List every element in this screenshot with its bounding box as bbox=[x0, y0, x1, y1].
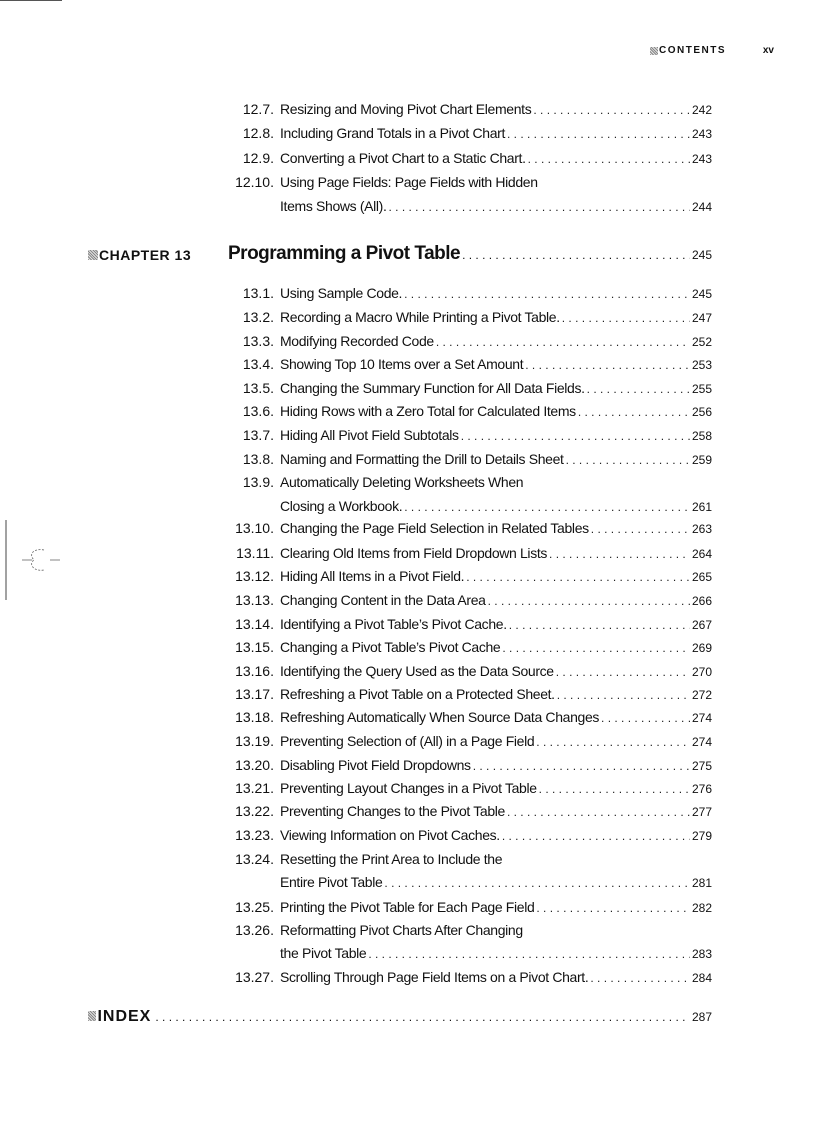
dot-leader bbox=[462, 248, 690, 262]
entry-number: 13.12. bbox=[235, 568, 274, 584]
entry-title: Converting a Pivot Chart to a Static Chart. bbox=[280, 150, 526, 166]
entry-page: 267 bbox=[691, 618, 712, 632]
entry-title: Including Grand Totals in a Pivot Chart bbox=[280, 125, 505, 141]
entry-title: Refreshing Automatically When Source Data Changes bbox=[280, 709, 600, 725]
entry-page: 244 bbox=[691, 200, 712, 214]
entry-title: Hiding Rows with a Zero Total for Calculated Items bbox=[280, 403, 576, 419]
entry-page: 242 bbox=[691, 103, 712, 117]
entry-line bbox=[280, 872, 712, 893]
entry-line bbox=[280, 378, 712, 399]
toc-entry-continuation[interactable] bbox=[229, 196, 712, 216]
entry-line bbox=[280, 707, 712, 728]
dot-leader bbox=[536, 898, 690, 918]
entry-number: 12.7. bbox=[242, 101, 274, 117]
dot-leader bbox=[404, 284, 690, 304]
entry-title: Preventing Changes to the Pivot Table bbox=[280, 803, 505, 819]
dot-leader bbox=[591, 519, 690, 539]
entry-number: 13.13. bbox=[235, 592, 274, 608]
dot-leader bbox=[502, 638, 690, 658]
entry-number: 13.3. bbox=[242, 333, 274, 349]
dot-leader bbox=[507, 802, 690, 822]
entry-line bbox=[280, 731, 712, 752]
entry-line bbox=[280, 496, 712, 517]
dot-leader bbox=[566, 450, 690, 470]
entry-number: 13.7. bbox=[242, 427, 274, 443]
dot-leader bbox=[436, 332, 690, 352]
dot-leader bbox=[536, 732, 690, 752]
entry-page: 270 bbox=[691, 665, 712, 679]
entry-number: 13.11. bbox=[236, 545, 274, 561]
entry-number: 13.24. bbox=[235, 851, 274, 867]
toc-entry[interactable] bbox=[229, 543, 712, 563]
chapter-marker-icon bbox=[88, 250, 98, 260]
entry-number: 13.23. bbox=[235, 827, 274, 843]
dot-leader bbox=[562, 308, 690, 328]
dot-leader bbox=[509, 615, 690, 635]
entry-title: Changing the Summary Function for All Data Fields. bbox=[280, 380, 585, 396]
entry-line bbox=[280, 801, 712, 822]
entry-page: 259 bbox=[691, 453, 712, 467]
dot-leader bbox=[590, 968, 690, 988]
toc-entry[interactable] bbox=[229, 661, 712, 681]
toc-entry[interactable] bbox=[229, 307, 712, 327]
entry-line bbox=[280, 967, 712, 988]
entry-page: 272 bbox=[691, 688, 712, 702]
dot-leader bbox=[557, 685, 690, 705]
toc-entry[interactable] bbox=[229, 472, 712, 492]
dot-leader bbox=[549, 544, 690, 564]
chapter-title-line bbox=[228, 243, 712, 265]
entry-page: 281 bbox=[691, 876, 712, 890]
entry-title: Viewing Information on Pivot Caches. bbox=[280, 827, 500, 843]
entry-line bbox=[280, 755, 712, 776]
entry-title: Hiding All Pivot Field Subtotals bbox=[280, 427, 459, 443]
entry-number: 12.9. bbox=[242, 150, 274, 166]
entry-page: 247 bbox=[691, 311, 712, 325]
entry-title: Preventing Selection of (All) in a Page Field bbox=[280, 733, 535, 749]
entry-line bbox=[280, 425, 712, 446]
entry-page: 275 bbox=[691, 759, 712, 773]
dot-leader bbox=[556, 662, 690, 682]
entry-page: 256 bbox=[691, 405, 712, 419]
running-head-section: CONTENTS bbox=[659, 45, 726, 56]
dot-leader bbox=[155, 1010, 688, 1024]
index-label: INDEX bbox=[97, 1008, 152, 1025]
entry-title: Identifying the Query Used as the Data Source bbox=[280, 663, 554, 679]
entry-number: 13.16. bbox=[235, 663, 274, 679]
running-head-page-number: xv bbox=[762, 45, 774, 56]
entry-number: 13.15. bbox=[235, 639, 274, 655]
entry-line bbox=[280, 637, 712, 658]
entry-title: Hiding All Items in a Pivot Field. bbox=[280, 568, 465, 584]
toc-entry[interactable] bbox=[229, 707, 712, 727]
entry-number: 13.9. bbox=[242, 474, 274, 490]
entry-page: 243 bbox=[691, 127, 712, 141]
entry-title: Changing the Page Field Selection in Related Tables bbox=[280, 520, 589, 536]
entry-number: 13.2. bbox=[242, 309, 274, 325]
entry-line bbox=[280, 99, 712, 120]
dot-leader bbox=[525, 355, 690, 375]
dot-leader bbox=[601, 708, 690, 728]
entry-page: 261 bbox=[691, 500, 712, 514]
toc-entry[interactable] bbox=[229, 148, 712, 168]
entry-page: 277 bbox=[691, 805, 712, 819]
chapter-13-heading[interactable] bbox=[88, 243, 712, 267]
toc-entry[interactable] bbox=[229, 518, 712, 538]
index-marker-icon bbox=[88, 1011, 96, 1021]
entry-title: Using Sample Code. bbox=[280, 285, 403, 301]
entry-line bbox=[280, 614, 712, 635]
entry-number: 13.14. bbox=[235, 616, 274, 632]
entry-page: 243 bbox=[691, 152, 712, 166]
entry-title: Entire Pivot Table bbox=[280, 874, 383, 890]
entry-line bbox=[280, 661, 712, 682]
entry-line bbox=[280, 148, 712, 169]
running-head bbox=[650, 45, 774, 61]
entry-title: Items Shows (All). bbox=[280, 198, 387, 214]
entry-number: 13.5. bbox=[242, 380, 274, 396]
dot-leader bbox=[461, 426, 690, 446]
entry-number: 13.21. bbox=[235, 780, 274, 796]
entry-number: 13.1. bbox=[242, 285, 274, 301]
entry-title: Identifying a Pivot Table’s Pivot Cache. bbox=[280, 616, 507, 632]
toc-entry[interactable] bbox=[229, 123, 712, 143]
entry-line bbox=[280, 172, 712, 192]
entry-number: 13.20. bbox=[235, 757, 274, 773]
entry-line bbox=[280, 401, 712, 422]
entry-title: Closing a Workbook. bbox=[280, 498, 403, 514]
section-marker-icon bbox=[650, 47, 658, 55]
entry-title: Refreshing a Pivot Table on a Protected Sheet. bbox=[280, 686, 555, 702]
toc-entry[interactable] bbox=[229, 401, 712, 421]
dot-leader bbox=[587, 379, 690, 399]
entry-title: Reformatting Pivot Charts After Changing bbox=[280, 922, 523, 938]
entry-title: Recording a Macro While Printing a Pivot Table. bbox=[280, 309, 560, 325]
entry-line bbox=[280, 684, 712, 705]
toc-entry[interactable] bbox=[229, 378, 712, 398]
index-page: 287 bbox=[691, 1010, 712, 1024]
toc-entry[interactable] bbox=[229, 967, 712, 987]
entry-line bbox=[280, 920, 712, 940]
dot-leader bbox=[466, 567, 690, 587]
entry-title: Preventing Layout Changes in a Pivot Table bbox=[280, 780, 537, 796]
entry-number: 13.25. bbox=[235, 899, 274, 915]
entry-line bbox=[280, 307, 712, 328]
toc-entry[interactable] bbox=[229, 897, 712, 917]
entry-number: 13.10. bbox=[235, 520, 274, 536]
toc-entry[interactable] bbox=[229, 566, 712, 586]
entry-page: 252 bbox=[691, 335, 712, 349]
entry-line bbox=[280, 472, 712, 492]
toc-entry[interactable] bbox=[229, 590, 712, 610]
dot-leader bbox=[528, 149, 690, 169]
toc-entry[interactable] bbox=[229, 849, 712, 869]
toc-entry[interactable] bbox=[229, 354, 712, 374]
entry-page: 263 bbox=[691, 522, 712, 536]
toc-entry[interactable] bbox=[229, 778, 712, 798]
entry-title: Disabling Pivot Field Dropdowns bbox=[280, 757, 471, 773]
entry-number: 12.10. bbox=[235, 174, 274, 190]
entry-title: the Pivot Table bbox=[280, 945, 367, 961]
binding-mark-icon bbox=[0, 520, 70, 600]
dot-leader bbox=[578, 402, 690, 422]
entry-line bbox=[280, 825, 712, 846]
entry-line bbox=[280, 566, 712, 587]
entry-page: 253 bbox=[691, 358, 712, 372]
toc-entry[interactable] bbox=[229, 614, 712, 634]
entry-number: 13.6. bbox=[242, 403, 274, 419]
entry-page: 274 bbox=[691, 735, 712, 749]
entry-line bbox=[280, 849, 712, 869]
top-rule bbox=[0, 0, 62, 1]
entry-page: 283 bbox=[691, 947, 712, 961]
entry-title: Printing the Pivot Table for Each Page Field bbox=[280, 899, 535, 915]
dot-leader bbox=[404, 497, 690, 517]
dot-leader bbox=[368, 944, 690, 964]
entry-line bbox=[280, 354, 712, 375]
entry-line bbox=[280, 283, 712, 304]
dot-leader bbox=[473, 756, 690, 776]
dot-leader bbox=[533, 100, 690, 120]
index-entry[interactable] bbox=[88, 1008, 712, 1030]
entry-line bbox=[280, 518, 712, 539]
entry-page: 255 bbox=[691, 382, 712, 396]
toc-entry-continuation[interactable] bbox=[229, 872, 712, 892]
toc-entry[interactable] bbox=[229, 755, 712, 775]
entry-line bbox=[280, 943, 712, 964]
dot-leader bbox=[539, 779, 690, 799]
entry-number: 13.22. bbox=[235, 803, 274, 819]
entry-page: 264 bbox=[691, 547, 712, 561]
toc-entry[interactable] bbox=[229, 172, 712, 192]
entry-page: 269 bbox=[691, 641, 712, 655]
entry-number: 13.18. bbox=[235, 709, 274, 725]
toc-entry[interactable] bbox=[229, 449, 712, 469]
toc-entry-continuation[interactable] bbox=[229, 943, 712, 963]
entry-line bbox=[280, 590, 712, 611]
entry-number: 13.26. bbox=[235, 922, 274, 938]
entry-title: Modifying Recorded Code bbox=[280, 333, 434, 349]
dot-leader bbox=[502, 826, 690, 846]
toc-entry[interactable] bbox=[229, 825, 712, 845]
entry-page: 258 bbox=[691, 429, 712, 443]
entry-number: 13.17. bbox=[235, 686, 274, 702]
entry-title: Resizing and Moving Pivot Chart Elements bbox=[280, 101, 532, 117]
entry-page: 276 bbox=[691, 782, 712, 796]
entry-title: Changing Content in the Data Area bbox=[280, 592, 486, 608]
toc-entry[interactable] bbox=[229, 283, 712, 303]
entry-line bbox=[280, 543, 712, 564]
entry-title: Changing a Pivot Table’s Pivot Cache bbox=[280, 639, 501, 655]
chapter-page: 245 bbox=[691, 248, 712, 262]
dot-leader bbox=[389, 197, 690, 217]
entry-line bbox=[280, 331, 712, 352]
chapter-label: CHAPTER 13 bbox=[99, 247, 192, 263]
entry-number: 12.8. bbox=[242, 125, 274, 141]
entry-page: 274 bbox=[691, 711, 712, 725]
toc-entry[interactable] bbox=[229, 731, 712, 751]
entry-title: Clearing Old Items from Field Dropdown Lists bbox=[280, 545, 548, 561]
toc-entry[interactable] bbox=[229, 637, 712, 657]
toc-entry[interactable] bbox=[229, 425, 712, 445]
dot-leader bbox=[384, 873, 690, 893]
entry-page: 279 bbox=[691, 829, 712, 843]
chapter-title: Programming a Pivot Table bbox=[228, 243, 461, 264]
entry-number: 13.19. bbox=[235, 733, 274, 749]
entry-page: 245 bbox=[691, 287, 712, 301]
entry-page: 282 bbox=[691, 901, 712, 915]
entry-line bbox=[280, 123, 712, 144]
entry-line bbox=[280, 897, 712, 918]
toc-entry[interactable] bbox=[229, 920, 712, 940]
toc-entry[interactable] bbox=[229, 801, 712, 821]
toc-entry[interactable] bbox=[229, 684, 712, 704]
entry-page: 284 bbox=[691, 971, 712, 985]
entry-title: Naming and Formatting the Drill to Details Sheet bbox=[280, 451, 564, 467]
dot-leader bbox=[488, 591, 690, 611]
entry-line bbox=[280, 196, 712, 217]
toc-entry[interactable] bbox=[229, 331, 712, 351]
toc-entry[interactable] bbox=[229, 99, 712, 119]
entry-page: 266 bbox=[691, 594, 712, 608]
entry-title: Resetting the Print Area to Include the bbox=[280, 851, 503, 867]
entry-line bbox=[280, 778, 712, 799]
entry-number: 13.4. bbox=[242, 356, 274, 372]
toc-entry-continuation[interactable] bbox=[229, 496, 712, 516]
entry-line bbox=[280, 449, 712, 470]
entry-title: Automatically Deleting Worksheets When bbox=[280, 474, 524, 490]
dot-leader bbox=[507, 124, 690, 144]
entry-number: 13.8. bbox=[242, 451, 274, 467]
entry-number: 13.27. bbox=[235, 969, 274, 985]
entry-page: 265 bbox=[691, 570, 712, 584]
entry-title: Showing Top 10 Items over a Set Amount bbox=[280, 356, 524, 372]
entry-title: Using Page Fields: Page Fields with Hidden bbox=[280, 174, 538, 190]
entry-title: Scrolling Through Page Field Items on a Pivot Chart. bbox=[280, 969, 589, 985]
